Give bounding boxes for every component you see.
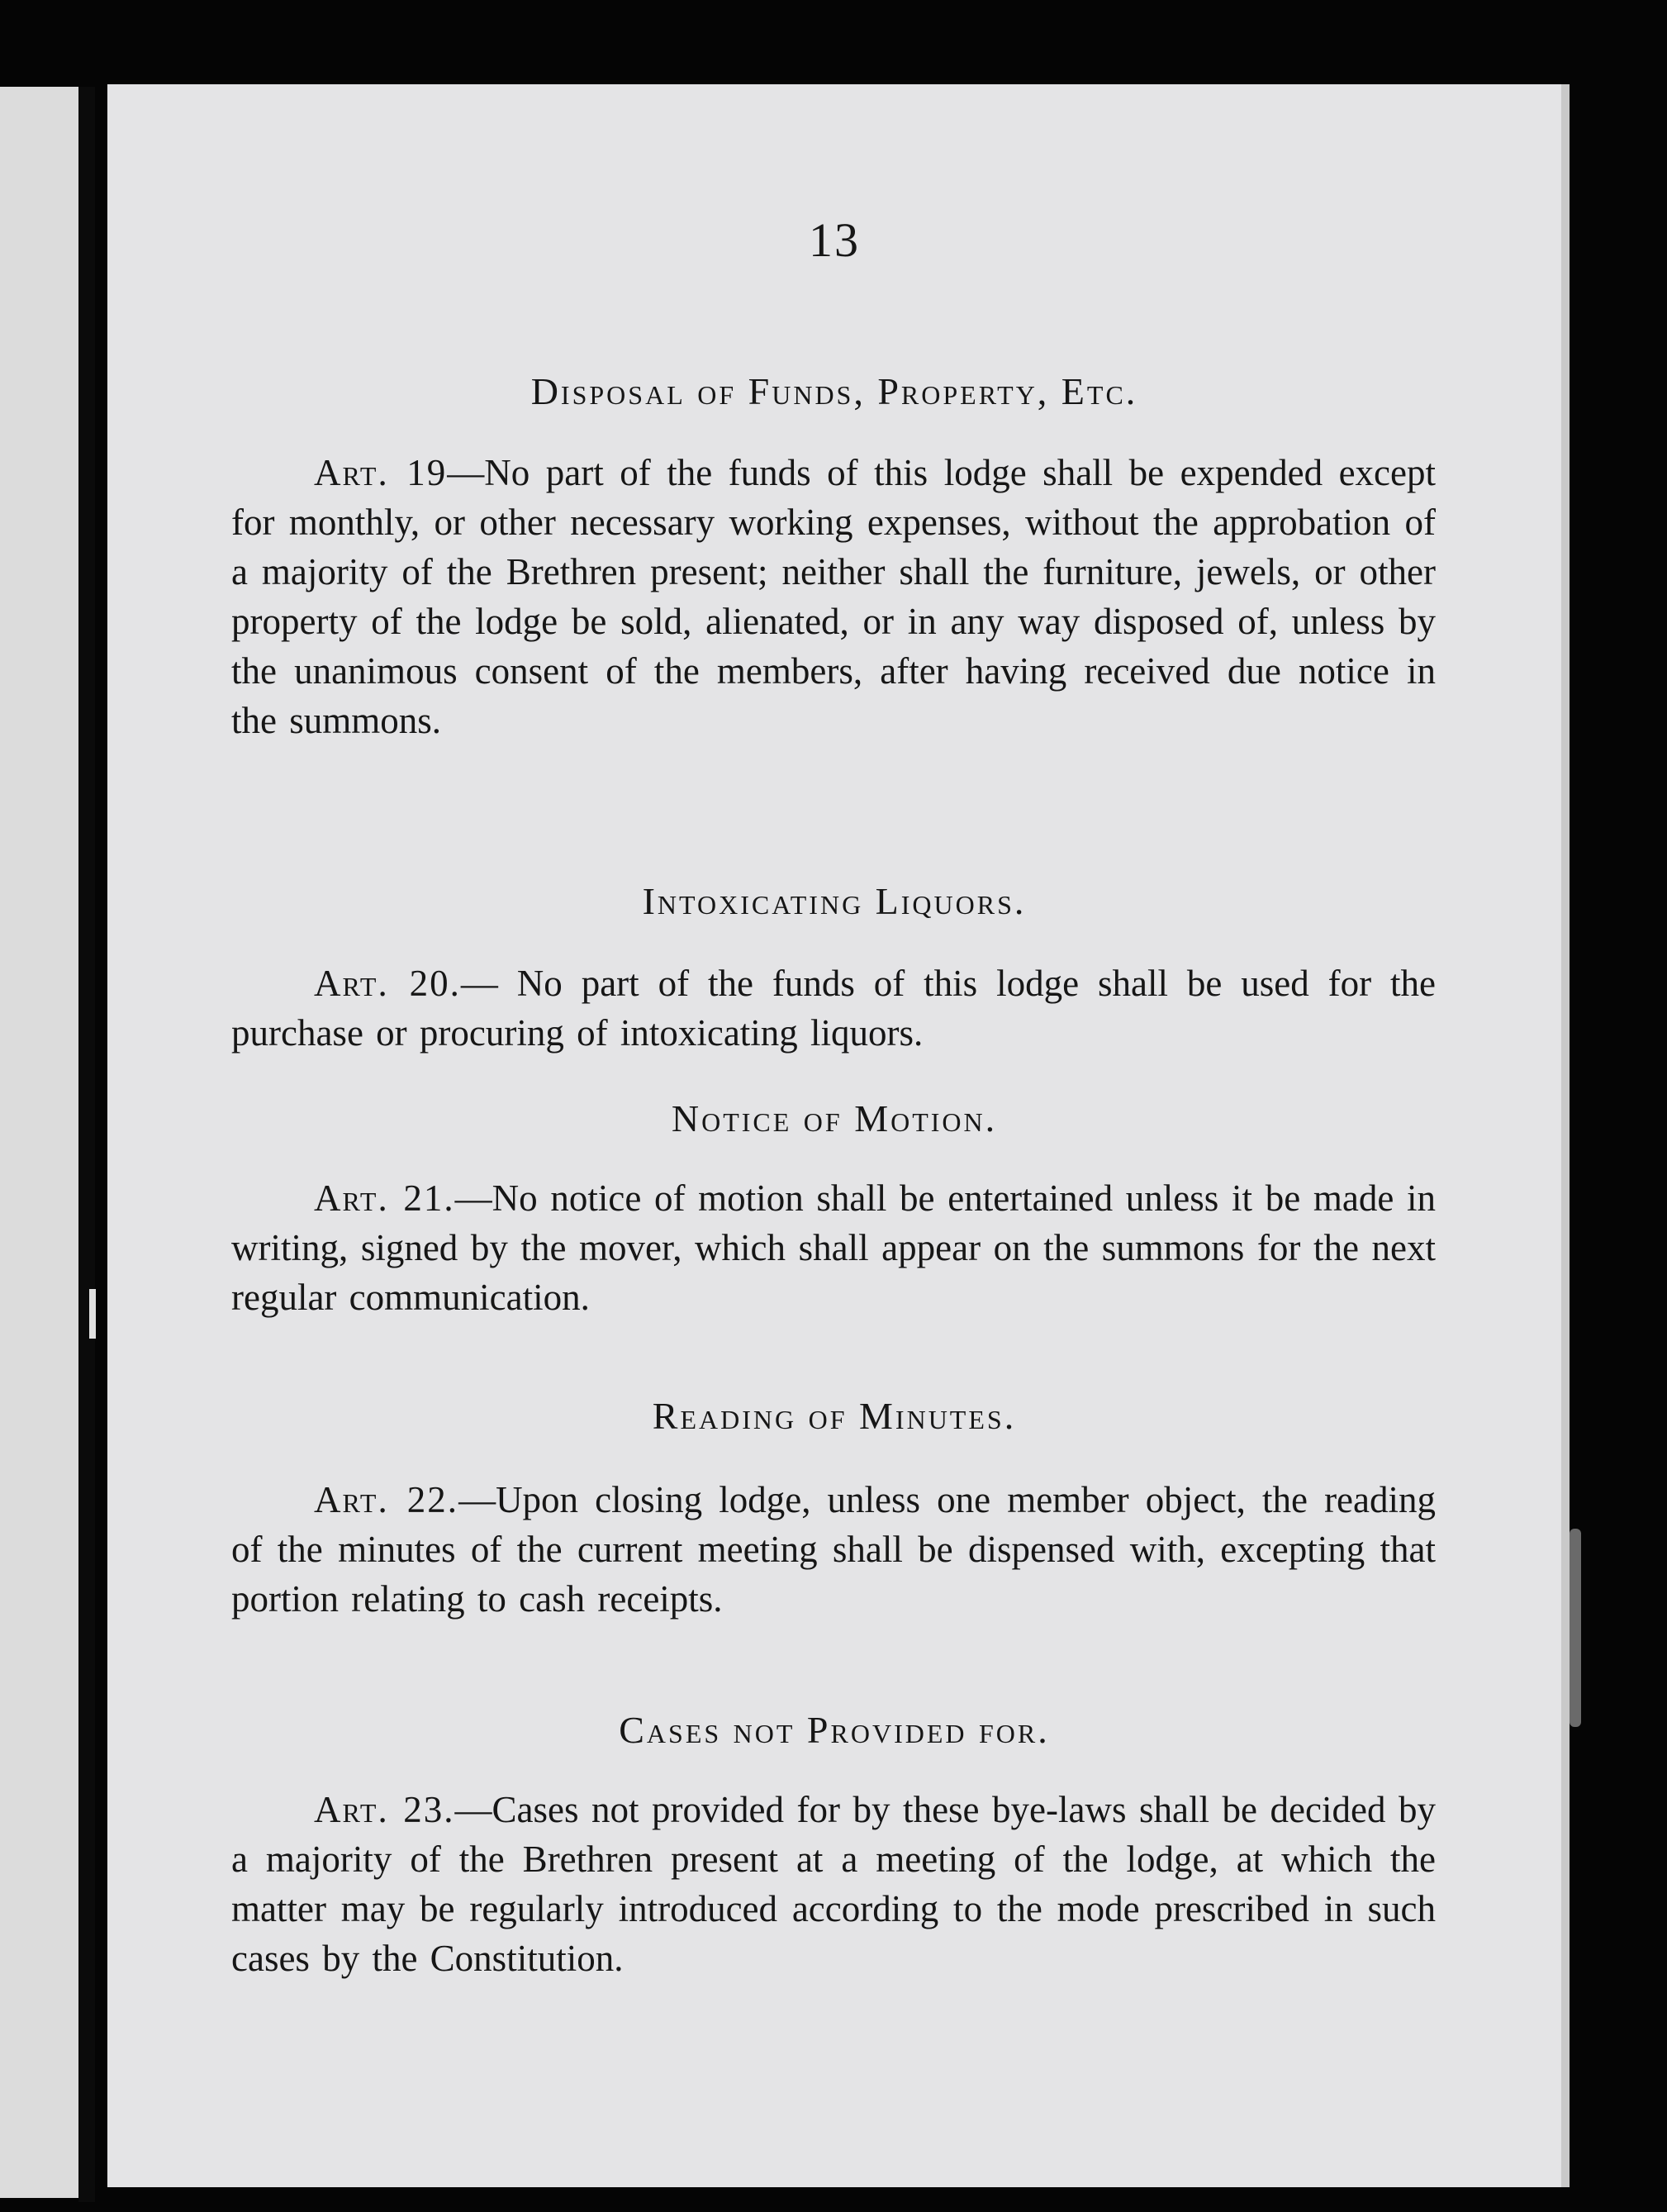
article-text: — No part of the funds of this lodge shall be used for the purchase or procuring of intoxicating liquors. bbox=[231, 963, 1437, 1054]
article-number: Art. 19 bbox=[314, 452, 448, 493]
book-binding-edge bbox=[78, 87, 95, 2202]
article-20-paragraph bbox=[231, 959, 1436, 1058]
article-text: —No notice of motion shall be entertained unless it be made in writing, signed by the mover, which shall appear on the summons for the next regular communication. bbox=[231, 1177, 1436, 1318]
binding-mark bbox=[89, 1289, 96, 1339]
section-heading-intoxicating-liquors: Intoxicating Liquors. bbox=[642, 880, 1027, 922]
section-heading-disposal-of-funds: Disposal of Funds, Property, Etc. bbox=[530, 370, 1138, 412]
page-right-edge bbox=[1561, 84, 1570, 2187]
page-number: 13 bbox=[809, 213, 860, 267]
article-21-paragraph bbox=[231, 1173, 1436, 1322]
article-text: —No part of the funds of this lodge shall be expended except for monthly, or other necessary working expenses, without the approbation of a majority of the Brethren present; neither shall the furniture, jewels, or other property of the lodge be sold, alienated, or in any way disposed of, unless by the unanimous consent of the members, after having received due notice in the summons. bbox=[231, 452, 1437, 741]
section-heading-notice-of-motion: Notice of Motion. bbox=[671, 1097, 998, 1139]
section-heading-reading-of-minutes: Reading of Minutes. bbox=[652, 1395, 1017, 1437]
article-number: Art. 22. bbox=[314, 1479, 459, 1520]
article-text: —Cases not provided for by these bye-laws shall be decided by a majority of the Brethren present at a meeting of the lodge, at which the matter may be regularly introduced according to the mode prescribed in such cases by the Constitution. bbox=[231, 1789, 1436, 1979]
article-number: Art. 21. bbox=[314, 1177, 455, 1219]
page-right-shadow bbox=[1570, 1529, 1581, 1727]
article-19-paragraph bbox=[231, 448, 1436, 745]
adjacent-page-strip bbox=[0, 87, 78, 2198]
document-page bbox=[107, 84, 1561, 2187]
article-23-paragraph bbox=[231, 1785, 1436, 1983]
article-text: —Upon closing lodge, unless one member object, the reading of the minutes of the current meeting shall be dispensed with, excepting that portion relating to cash receipts. bbox=[231, 1479, 1437, 1620]
article-number: Art. 20. bbox=[314, 963, 461, 1004]
section-heading-cases-not-provided-for: Cases not Provided for. bbox=[619, 1709, 1050, 1751]
article-22-paragraph bbox=[231, 1475, 1436, 1624]
article-number: Art. 23. bbox=[314, 1789, 455, 1830]
